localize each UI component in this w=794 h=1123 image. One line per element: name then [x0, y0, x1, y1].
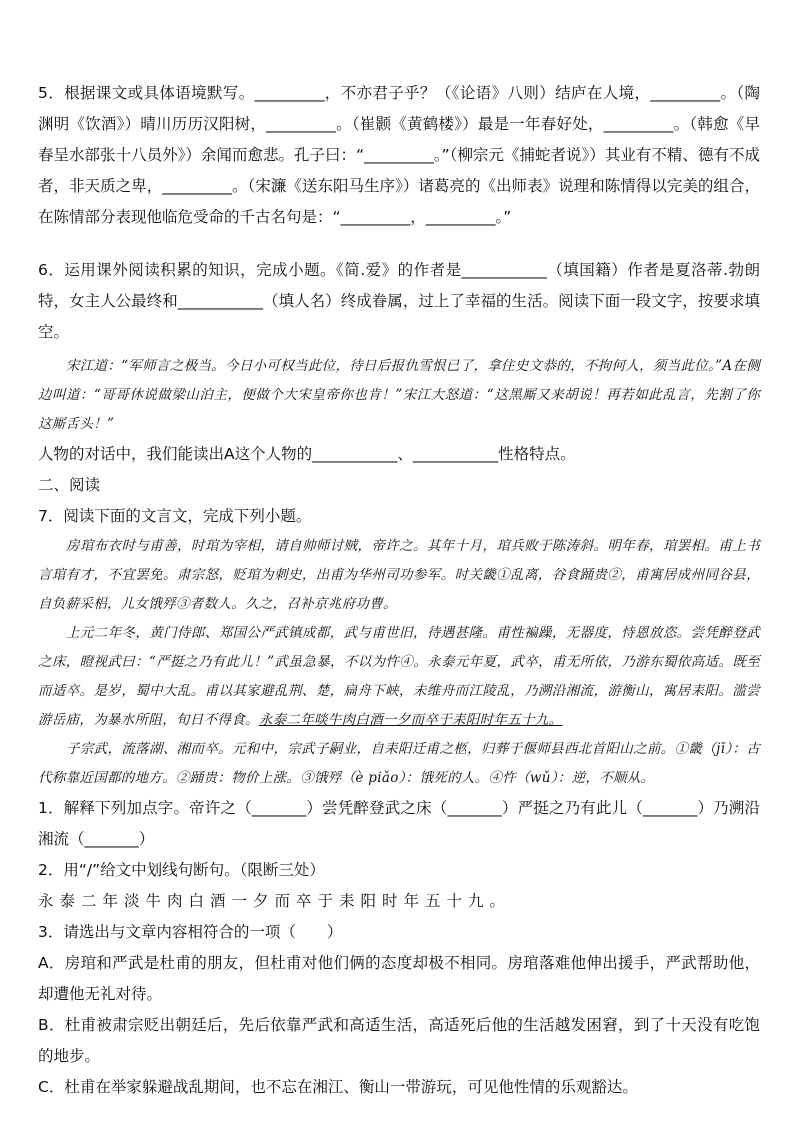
sub-question-1: 1．解释下列加点字。帝许之（_______）尝凭醉登武之床（_______）严挺之乃有此儿（_______）乃溯沿湘流（_______）	[38, 799, 760, 848]
sub-question-2-sentence: 永泰二年淡牛肉白酒一夕而卒于耒阳时年五十九。	[38, 892, 512, 910]
question-7-intro: 7．阅读下面的文言文，完成下列小题。	[38, 507, 312, 525]
question-6-intro: 6．运用课外阅读积累的知识，完成小题。《简.爱》的作者是___________（填国籍）作者是夏洛蒂.勃朗特，女主人公最终和___________（填人名）终成眷属，过上了幸福的生活。阅读下面一段文字，按要求填空。	[38, 261, 760, 341]
sub-question-3: 3．请选出与文章内容相符合的一项（ ）	[38, 923, 343, 941]
option-b: B．杜甫被肃宗贬出朝廷后，先后依靠严武和高适生活，高适死后他的生活越发困窘，到了十天没有吃饱的地步。	[38, 1016, 760, 1065]
underlined-sentence: 永泰二年啖牛肉白酒一夕而卒于耒阳时年五十九。	[258, 712, 563, 728]
question-5: 5．根据课文或具体语境默写。_________，不亦君子乎？（《论语》八则）结庐在人境，_________。（陶渊明《饮酒》）晴川历历汉阳树，_________。（崔颢《黄鹤楼》）最是一年春好处，_________。（韩愈《早春呈水部张十八员外》）余闻而愈悲。孔子曰：“_________。”（柳宗元《捕蛇者说》）其业有不精、德有不成者，非天质之卑，_________。（宋濂《送东阳马生序》）诸葛亮的《出师表》说理和陈情得以完美的组合，在陈情部分表现他临危受命的千古名句是：“_________，_________。”	[38, 84, 760, 226]
classical-text-paragraph-3: 子宗武，流落湖、湘而卒。元和中，宗武子嗣业，自耒阳迁甫之柩，归葬于偃师县西北首阳山之前。①畿（jī）：古代称靠近国都的地方。②踊贵：物价上涨。③饿殍（è piǎo）：饿死的人。④忤（wǔ）：逆，不顺从。	[38, 741, 760, 786]
option-c: C．杜甫在举家躲避战乱期间，也不忘在湘江、衡山一带游玩，可见他性情的乐观豁达。	[38, 1078, 638, 1096]
sub-question-2: 2．用“/”给文中划线句断句。（限断三处）	[38, 861, 325, 879]
option-a: A．房琯和严武是杜甫的朋友，但杜甫对他们俩的态度却极不相同。房琯落难他伸出援手，严武帮助他，却遭他无礼对待。	[38, 954, 760, 1003]
classical-text-paragraph-1: 房琯布衣时与甫善，时琯为宰相，请自帅师讨贼，帝许之。其年十月，琯兵败于陈涛斜。明年春，琯罢相。甫上书言琯有才，不宜罢免。肃宗怒，贬琯为刺史，出甫为华州司功参军。时关畿①乱离，谷食踊贵②，甫寓居成州同谷县，自负薪采梠，儿女饿殍③者数人。久之，召补京兆府功曹。	[38, 538, 760, 612]
classical-text-paragraph-2-body: 上元二年冬，黄门侍郎、郑国公严武镇成都，武与甫世旧，待遇甚隆。甫性褊躁，无器度，恃恩放恣。尝凭醉登武之床，瞪视武曰：“严挺之乃有此儿！”武虽急暴，不以为忤④。永泰元年夏，武卒，甫无所依，乃游东蜀依高适。既至而适卒。是岁，蜀中大乱。甫以其家避乱荆、楚，扁舟下峡，未维舟而江陵乱，乃溯沿湘流，游衡山，寓居耒阳。滥尝游岳庙，为暴水所阻，旬日不得食。	[38, 625, 760, 728]
question-6-excerpt: 宋江道：“军师言之极当。今日小可权当此位，待日后报仇雪恨已了，拿住史文恭的，不拘何人，须当此位。”A在侧边叫道：“哥哥休说做梁山泊主，便做个大宋皇帝你也肯！”宋江大怒道：“这黑厮又来胡说！再若如此乱言，先割了你这厮舌头！”	[38, 358, 760, 432]
classical-text-paragraph-2	[38, 619, 760, 735]
question-6-prompt: 人物的对话中，我们能读出A这个人物的___________、___________性格特点。	[38, 445, 576, 463]
section-heading-reading: 二、阅读	[38, 476, 101, 494]
document-page	[38, 78, 760, 1103]
